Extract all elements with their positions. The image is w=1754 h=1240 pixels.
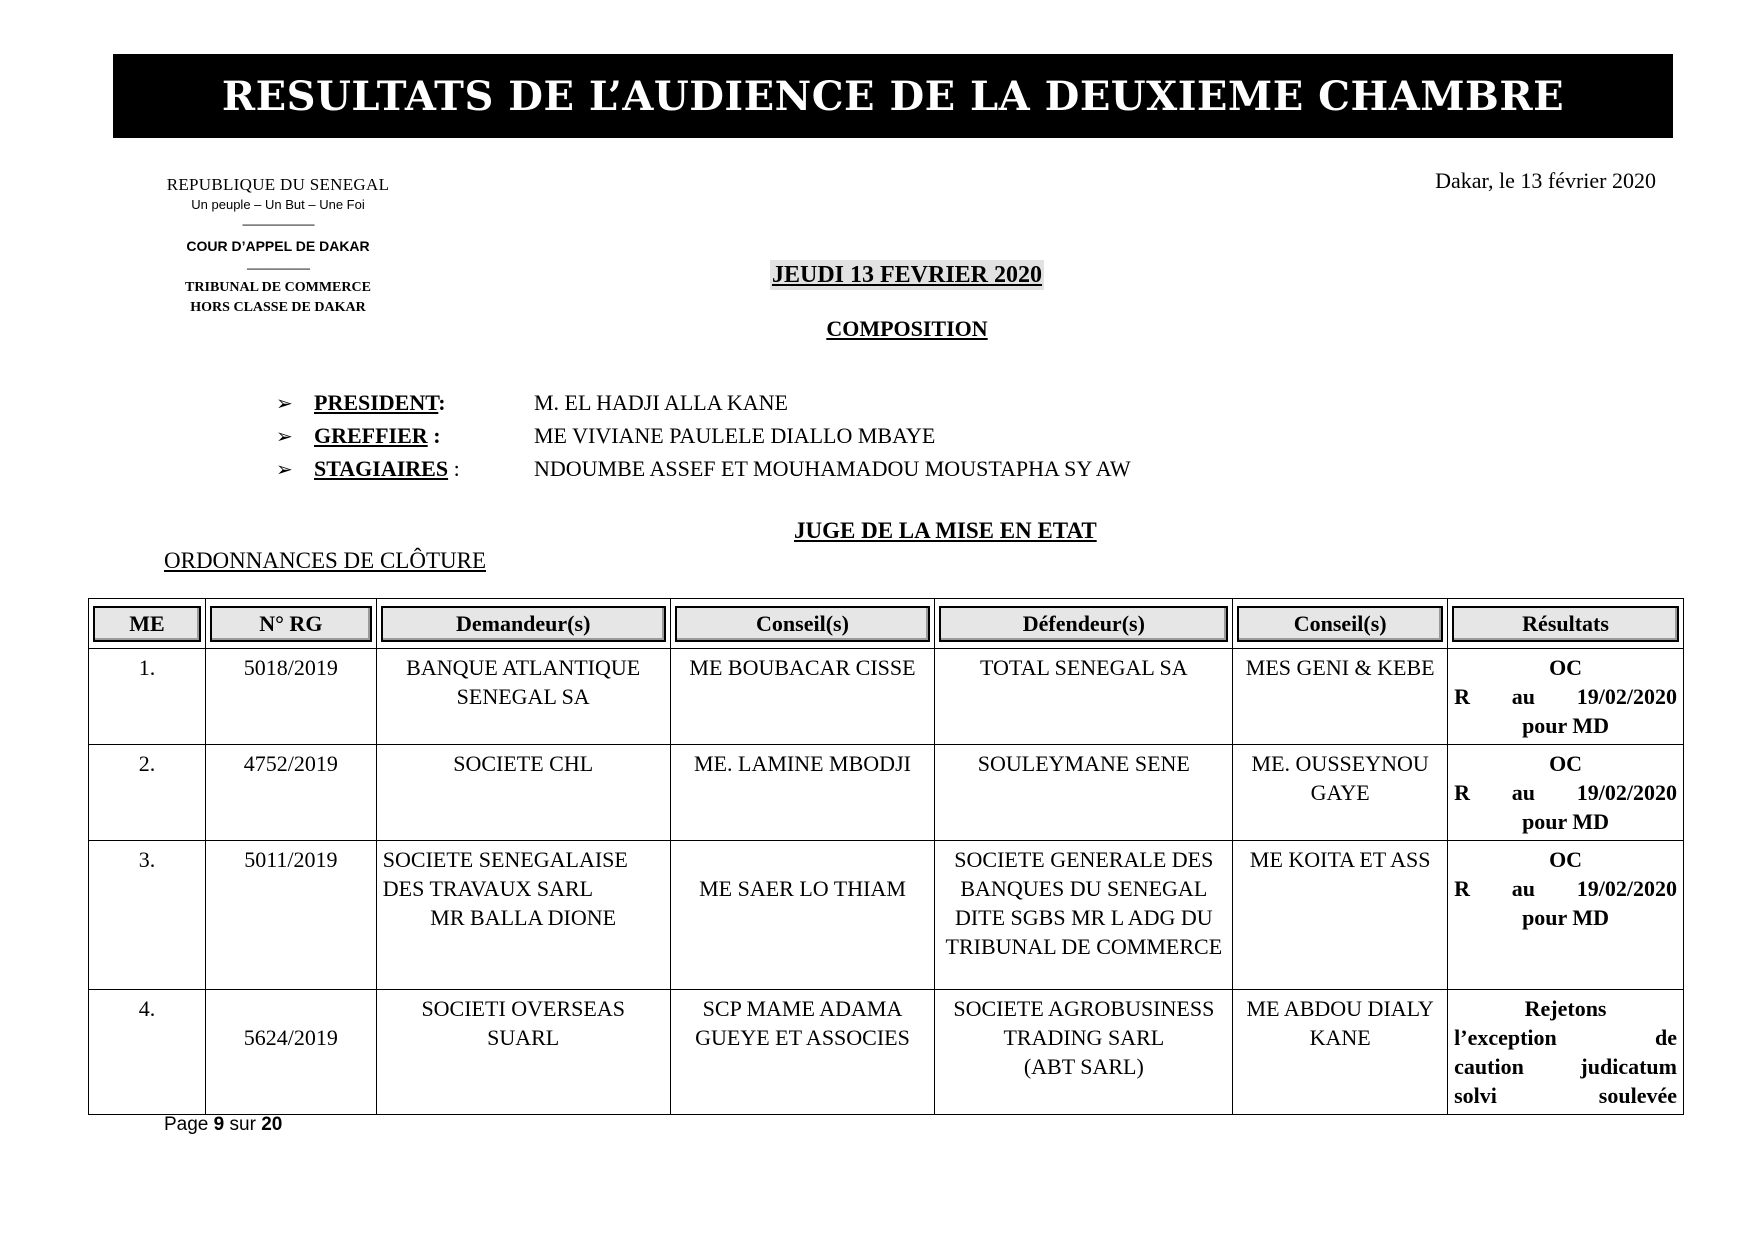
arrow-bullet-icon: ➢ [276, 426, 293, 448]
cell-rg: 4752/2019 [205, 745, 376, 841]
cell-resultat: OC R au 19/02/2020 pour MD [1448, 649, 1684, 745]
role-value: NDOUMBE ASSEF ET MOUHAMADOU MOUSTAPHA SY AW [534, 456, 1131, 481]
role-label: STAGIAIRES : [314, 456, 460, 481]
banner-title: RESULTATS DE L’AUDIENCE DE LA DEUXIEME CHAMBRE [221, 72, 1565, 120]
cell-demandeur: BANQUE ATLANTIQUE SENEGAL SA [376, 649, 670, 745]
republic-name: REPUBLIQUE DU SENEGAL [166, 175, 390, 194]
cell-demandeur: SOCIETE CHL [376, 745, 670, 841]
cell-me: 4. [89, 990, 206, 1115]
role-value: M. EL HADJI ALLA KANE [534, 390, 788, 415]
court-name: COUR D’APPEL DE DAKAR [186, 238, 370, 254]
national-motto: Un peuple – Un But – Une Foi [191, 197, 365, 212]
footer-middle: sur [224, 1114, 262, 1135]
role-label: GREFFIER : [314, 423, 441, 448]
results-table [88, 598, 1684, 1115]
hearing-day-title [0, 262, 1754, 289]
separator-line: --------------------- [246, 261, 310, 275]
col-header-defendeur: Défendeur(s) [935, 599, 1233, 649]
cell-defendeur: SOCIETE AGROBUSINESS TRADING SARL (ABT SARL) [935, 990, 1233, 1115]
cell-conseil: ME BOUBACAR CISSE [670, 649, 935, 745]
table-row [89, 841, 1684, 990]
col-header-resultats: Résultats [1448, 599, 1684, 649]
col-header-demandeur: Demandeur(s) [376, 599, 670, 649]
table-row [89, 649, 1684, 745]
cell-me: 1. [89, 649, 206, 745]
cell-defendeur: SOULEYMANE SENE [935, 745, 1233, 841]
role-value: ME VIVIANE PAULELE DIALLO MBAYE [534, 423, 936, 448]
cell-conseil: ME KOITA ET ASS [1233, 841, 1448, 990]
hearing-day-text: JEUDI 13 FEVRIER 2020 [771, 262, 1043, 288]
cell-rg: 5018/2019 [205, 649, 376, 745]
institution-header [140, 174, 416, 318]
cell-conseil: ME. LAMINE MBODJI [670, 745, 935, 841]
table-header-row [89, 599, 1684, 649]
cell-conseil: ME SAER LO THIAM [670, 841, 935, 990]
table-row [89, 745, 1684, 841]
col-header-conseil: Conseil(s) [1233, 599, 1448, 649]
cell-demandeur: SOCIETE SENEGALAISE DES TRAVAUX SARL MR BALLA DIONE [376, 841, 670, 990]
cell-demandeur: SOCIETI OVERSEAS SUARL [376, 990, 670, 1115]
cell-conseil: ME ABDOU DIALY KANE [1233, 990, 1448, 1115]
cell-rg: 5011/2019 [205, 841, 376, 990]
composition-list [276, 390, 1131, 489]
col-header-rg: N° RG [205, 599, 376, 649]
cell-resultat: Rejetons l’exception de caution judicatum solvi soulevée [1448, 990, 1684, 1115]
arrow-bullet-icon: ➢ [276, 459, 293, 481]
page-footer [164, 1114, 282, 1136]
ordonnances-heading: ORDONNANCES DE CLÔTURE [164, 548, 486, 573]
arrow-bullet-icon: ➢ [276, 393, 293, 415]
document-date: Dakar, le 13 février 2020 [1435, 168, 1656, 193]
col-header-conseil: Conseil(s) [670, 599, 935, 649]
cell-conseil: SCP MAME ADAMA GUEYE ET ASSOCIES [670, 990, 935, 1115]
cell-defendeur: SOCIETE GENERALE DES BANQUES DU SENEGAL DITE SGBS MR L ADG DU TRIBUNAL DE COMMERCE [935, 841, 1233, 990]
cell-resultat: OC R au 19/02/2020 pour MD [1448, 745, 1684, 841]
title-banner [113, 54, 1673, 138]
cell-conseil: MES GENI & KEBE [1233, 649, 1448, 745]
role-row-president [276, 390, 1131, 423]
footer-prefix: Page [164, 1114, 214, 1135]
table-row [89, 990, 1684, 1115]
separator-line: ------------------------ [242, 217, 314, 231]
role-label: PRESIDENT: [314, 390, 446, 415]
cell-resultat: OC R au 19/02/2020 pour MD [1448, 841, 1684, 990]
tribunal-name-line2: HORS CLASSE DE DAKAR [190, 300, 366, 315]
cell-me: 2. [89, 745, 206, 841]
role-row-greffier [276, 423, 1131, 456]
cell-me: 3. [89, 841, 206, 990]
cell-defendeur: TOTAL SENEGAL SA [935, 649, 1233, 745]
tribunal-name-line1: TRIBUNAL DE COMMERCE [185, 280, 371, 295]
role-row-stagiaires [276, 456, 1131, 489]
col-header-me: ME [89, 599, 206, 649]
cell-conseil: ME. OUSSEYNOU GAYE [1233, 745, 1448, 841]
cell-rg: 5624/2019 [205, 990, 376, 1115]
current-page: 9 [213, 1114, 225, 1135]
composition-heading: COMPOSITION [826, 316, 988, 341]
juge-heading: JUGE DE LA MISE EN ETAT [794, 518, 1097, 543]
total-pages: 20 [261, 1114, 283, 1135]
